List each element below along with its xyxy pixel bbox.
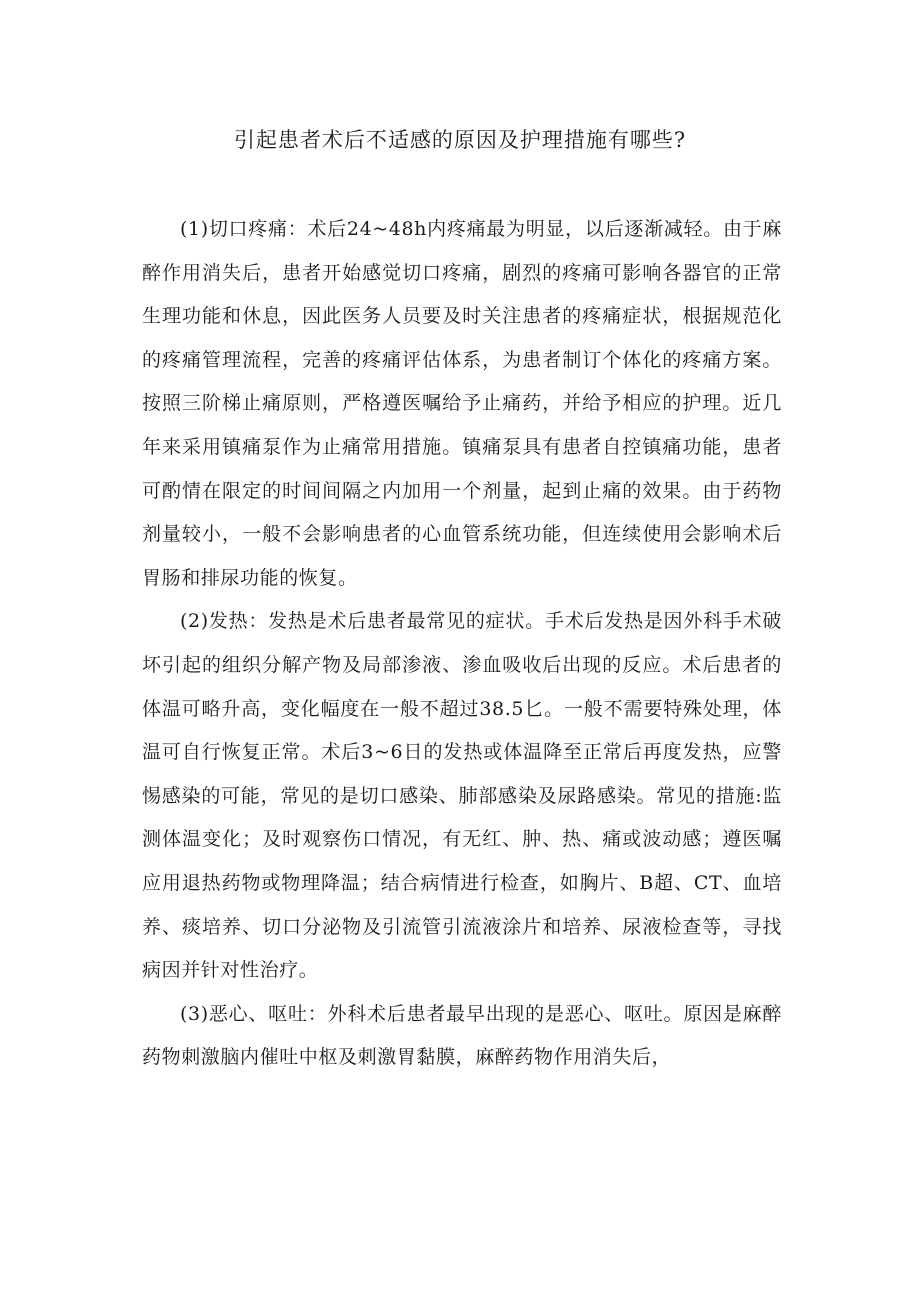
paragraph-fever: (2)发热：发热是术后患者最常见的症状。手术后发热是因外科手术破坏引起的组织分解产物及局部渗液、渗血吸收后出现的反应。术后患者的体温可略升高，变化幅度在一般不超过38.5匕。一般不需要特殊处理，体温可自行恢复正常。术后3~6日的发热或体温降至正常后再度发热，应警惕感染的可能，常见的是切口感染、肺部感染及尿路感染。常见的措施:监测体温变化；及时观察伤口情况，有无红、肿、热、痛或波动感；遵医嘱应用退热药物或物理降温；结合病情进行检查，如胸片、B超、CT、血培养、痰培养、切口分泌物及引流管引流液涂片和培养、尿液检查等，寻找病因并针对性治疗。: [142, 610, 782, 982]
paragraph-incision-pain: (1)切口疼痛：术后24~48h内疼痛最为明显，以后逐渐减轻。由于麻醉作用消失后，患者开始感觉切口疼痛，剧烈的疼痛可影响各器官的正常生理功能和休息，因此医务人员要及时关注患者的疼痛症状，根据规范化的疼痛管理流程，完善的疼痛评估体系，为患者制订个体化的疼痛方案。按照三阶梯止痛原则，严格遵医嘱给予止痛药，并给予相应的护理。近几年来采用镇痛泵作为止痛常用措施。镇痛泵具有患者自控镇痛功能，患者可酌情在限定的时间间隔之内加用一个剂量，起到止痛的效果。由于药物剂量较小，一般不会影响患者的心血管系统功能，但连续使用会影响术后胃肠和排尿功能的恢复。: [142, 218, 782, 589]
document-body: [142, 208, 782, 1080]
paragraph-nausea-vomiting: (3)恶心、呕吐：外科术后患者最早出现的是恶心、呕吐。原因是麻醉药物刺激脑内催吐中枢及刺激胃黏膜，麻醉药物作用消失后，: [142, 1002, 782, 1069]
document-title: 引起患者术后不适感的原因及护理措施有哪些?: [233, 128, 687, 152]
